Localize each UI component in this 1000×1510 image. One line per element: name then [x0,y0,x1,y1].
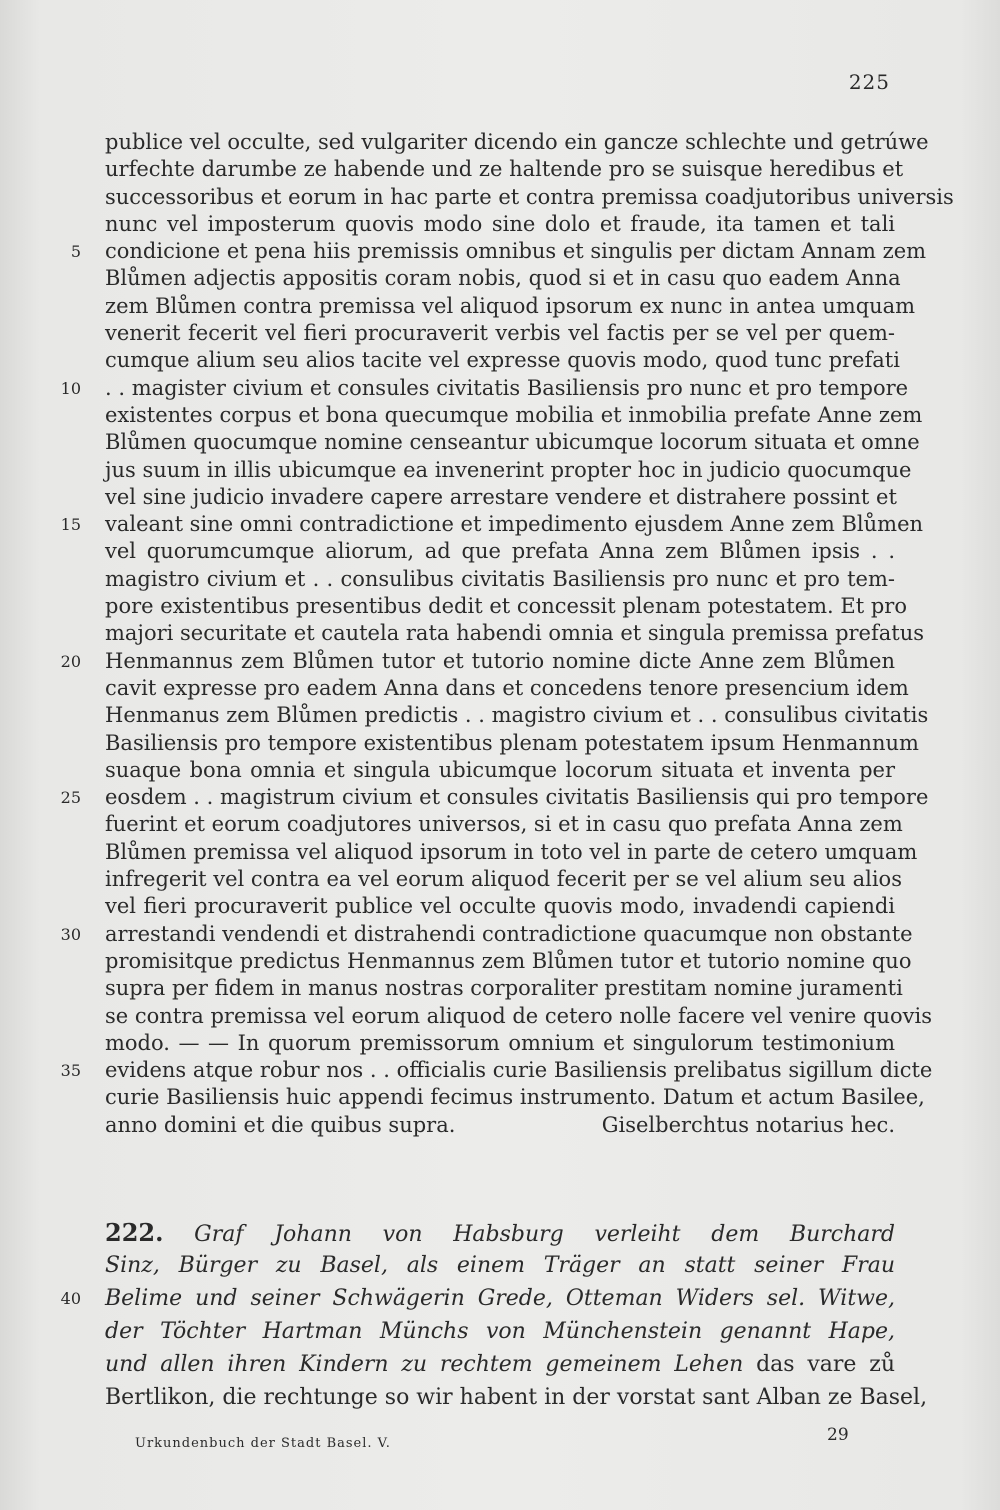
section-heading-text: Belime und seiner Schwägerin Grede, Otteman Widers sel. Witwe, [105,1286,895,1311]
footer-publication: Urkundenbuch der Stadt Basel. V. [135,1436,391,1451]
section-heading-line [105,1348,895,1381]
text-line [105,347,900,374]
line-text: curie Basiliensis huic appendi fecimus instrumento. Datum et actum Basilee, [105,1085,925,1110]
line-number: 5 [70,242,81,262]
line-text: se contra premissa vel eorum aliquod de cetero nolle facere vel venire quovis [105,1003,932,1028]
line-text: cumque alium seu alios tacite vel expresse quovis modo, quod tunc prefati [105,348,900,373]
line-number: 40 [60,1289,81,1308]
footer-signature-mark: 29 [827,1425,849,1445]
text-line [70,238,927,265]
line-text: eosdem . . magistrum civium et consules civitatis Basiliensis qui pro tempore [105,785,929,810]
text-line [105,620,925,647]
section-body-line [105,1381,928,1414]
section-heading-text: Sinz, Bürger zu Basel, als einem Träger an statt seiner Frau [105,1253,895,1278]
text-line [60,784,929,811]
text-line [105,975,903,1002]
text-line [105,484,895,511]
text-line [60,511,924,538]
line-text: Henmanus zem Blůmen predictis . . magistro civium et . . consulibus civitatis [105,703,929,728]
section-heading-text: der Töchter Hartman Münchs von Münchenstein genannt Hape, [105,1319,895,1344]
line-text: successoribus et eorum in hac parte et contra premissa coadjutoribus universis [105,184,954,209]
document-section-222 [60,1216,928,1414]
section-heading-line [60,1282,895,1315]
section-heading-text: Graf Johann von Habsburg verleiht dem Burchard [194,1222,895,1247]
text-line [105,457,912,484]
text-line [60,921,913,948]
text-line [105,402,923,429]
line-text: Blůmen premissa vel aliquod ipsorum in toto vel in parte de cetero umquam [105,839,918,864]
line-text: condicione et pena hiis premissis omnibus et singulis per dictam Annam zem [105,239,927,264]
text-line [105,211,895,238]
text-line [105,593,907,620]
line-text: vel sine judicio invadere capere arrestare vendere et distrahere possint et [105,484,897,509]
line-text: nunc vel imposterum quovis modo sine dolo et fraude, ita tamen et tali [105,211,895,236]
text-line [105,1030,895,1057]
text-line [105,1112,895,1139]
line-text: publice vel occulte, sed vulgariter dicendo ein gancze schlechte und getrúwe [105,130,929,154]
line-text: existentes corpus et bona quecumque mobilia et inmobilia prefate Anne zem [105,402,923,427]
text-line [105,566,895,593]
section-body-text: Bertlikon, die rechtunge so wir habent in der vorstat sant Alban ze Basel, [105,1385,928,1410]
line-text: pore existentibus presentibus dedit et concessit plenam potestatem. Et pro [105,594,907,619]
line-text: Blůmen adjectis appositis coram nobis, quod si et in casu quo eadem Anna [105,266,901,291]
notary-signature: Giselberchtus notarius hec. [601,1112,895,1137]
line-text: venerit fecerit vel fieri procuraverit verbis vel factis per se vel per quem- [105,321,895,346]
line-text: suaque bona omnia et singula ubicumque locorum situata et inventa per [105,757,895,782]
line-number: 25 [60,788,81,808]
line-text: arrestandi vendendi et distrahendi contradictione quacumque non obstante [105,921,913,946]
text-line [105,866,902,893]
text-line [105,293,916,320]
line-text: infregerit vel contra ea vel eorum aliquod fecerit per se vel alium seu alios [105,867,902,892]
text-line [105,893,895,920]
text-line [105,675,909,702]
line-text: jus suum in illis ubicumque ea invenerint propter hoc in judicio quocumque [105,457,912,482]
line-text: modo. — — In quorum premissorum omnium et singulorum testimonium [105,1030,895,1055]
text-line [105,948,912,975]
text-line [105,320,895,347]
text-line [105,730,919,757]
body-text [60,129,954,1139]
line-text: evidens atque robur nos . . officialis curie Basiliensis prelibatus sigillum dicte [105,1058,933,1083]
text-line [60,648,895,675]
page-number: 225 [848,70,890,94]
text-line [105,184,954,211]
text-line [105,757,895,784]
text-line [105,811,903,838]
text-line [105,429,920,456]
line-text: urfechte darumbe ze habende und ze haltende pro se suisque heredibus et [105,157,904,182]
section-body-text: das vare zů [756,1352,895,1377]
line-text: promisitque predictus Henmannus zem Blůmen tutor et tutorio nomine quo [105,948,912,973]
section-heading-line [105,1216,895,1249]
text-line [60,375,909,402]
section-number: 222. [105,1218,164,1247]
line-text: . . magister civium et consules civitatis Basiliensis pro nunc et pro tempore [105,375,909,400]
line-text: vel quorumcumque aliorum, ad que prefata Anna zem Blůmen ipsis . . [105,539,895,564]
line-text: vel fieri procuraverit publice vel occulte quovis modo, invadendi capiendi [105,894,895,919]
line-text: fuerint et eorum coadjutores universos, si et in casu quo prefata Anna zem [105,812,903,837]
line-number: 30 [60,924,81,944]
line-text: Basiliensis pro tempore existentibus plenam potestatem ipsum Henmannum [105,730,919,755]
text-line [105,129,929,156]
line-number: 20 [60,651,81,671]
text-line [105,1084,925,1111]
line-text: anno domini et die quibus supra. [105,1112,456,1137]
line-text: supra per fidem in manus nostras corporaliter prestitam nomine juramenti [105,976,903,1001]
line-text: magistro civium et . . consulibus civitatis Basiliensis pro nunc et pro tem- [105,566,895,591]
line-text: Blůmen quocumque nomine censeantur ubicumque locorum situata et omne [105,430,920,455]
text-line [105,839,918,866]
text-line [105,702,929,729]
section-heading-line [105,1315,895,1348]
line-text: Henmannus zem Blůmen tutor et tutorio nomine dicte Anne zem Blůmen [105,648,895,673]
line-number: 10 [60,378,81,398]
line-text: zem Blůmen contra premissa vel aliquod ipsorum ex nunc in antea umquam [105,293,916,318]
line-number: 35 [60,1061,81,1081]
line-number: 15 [60,515,81,535]
text-line [60,1057,933,1084]
text-line [105,1003,932,1030]
line-text: valeant sine omni contradictione et impedimento ejusdem Anne zem Blůmen [105,512,924,537]
text-line [105,265,901,292]
line-text: cavit expresse pro eadem Anna dans et concedens tenore presencium idem [105,675,909,700]
text-line [105,538,895,565]
line-text: majori securitate et cautela rata habendi omnia et singula premissa prefatus [105,621,925,646]
section-heading-line [105,1249,895,1282]
text-line [105,156,904,183]
section-heading-text: und allen ihren Kindern zu rechtem gemeinem Lehen [105,1352,744,1377]
